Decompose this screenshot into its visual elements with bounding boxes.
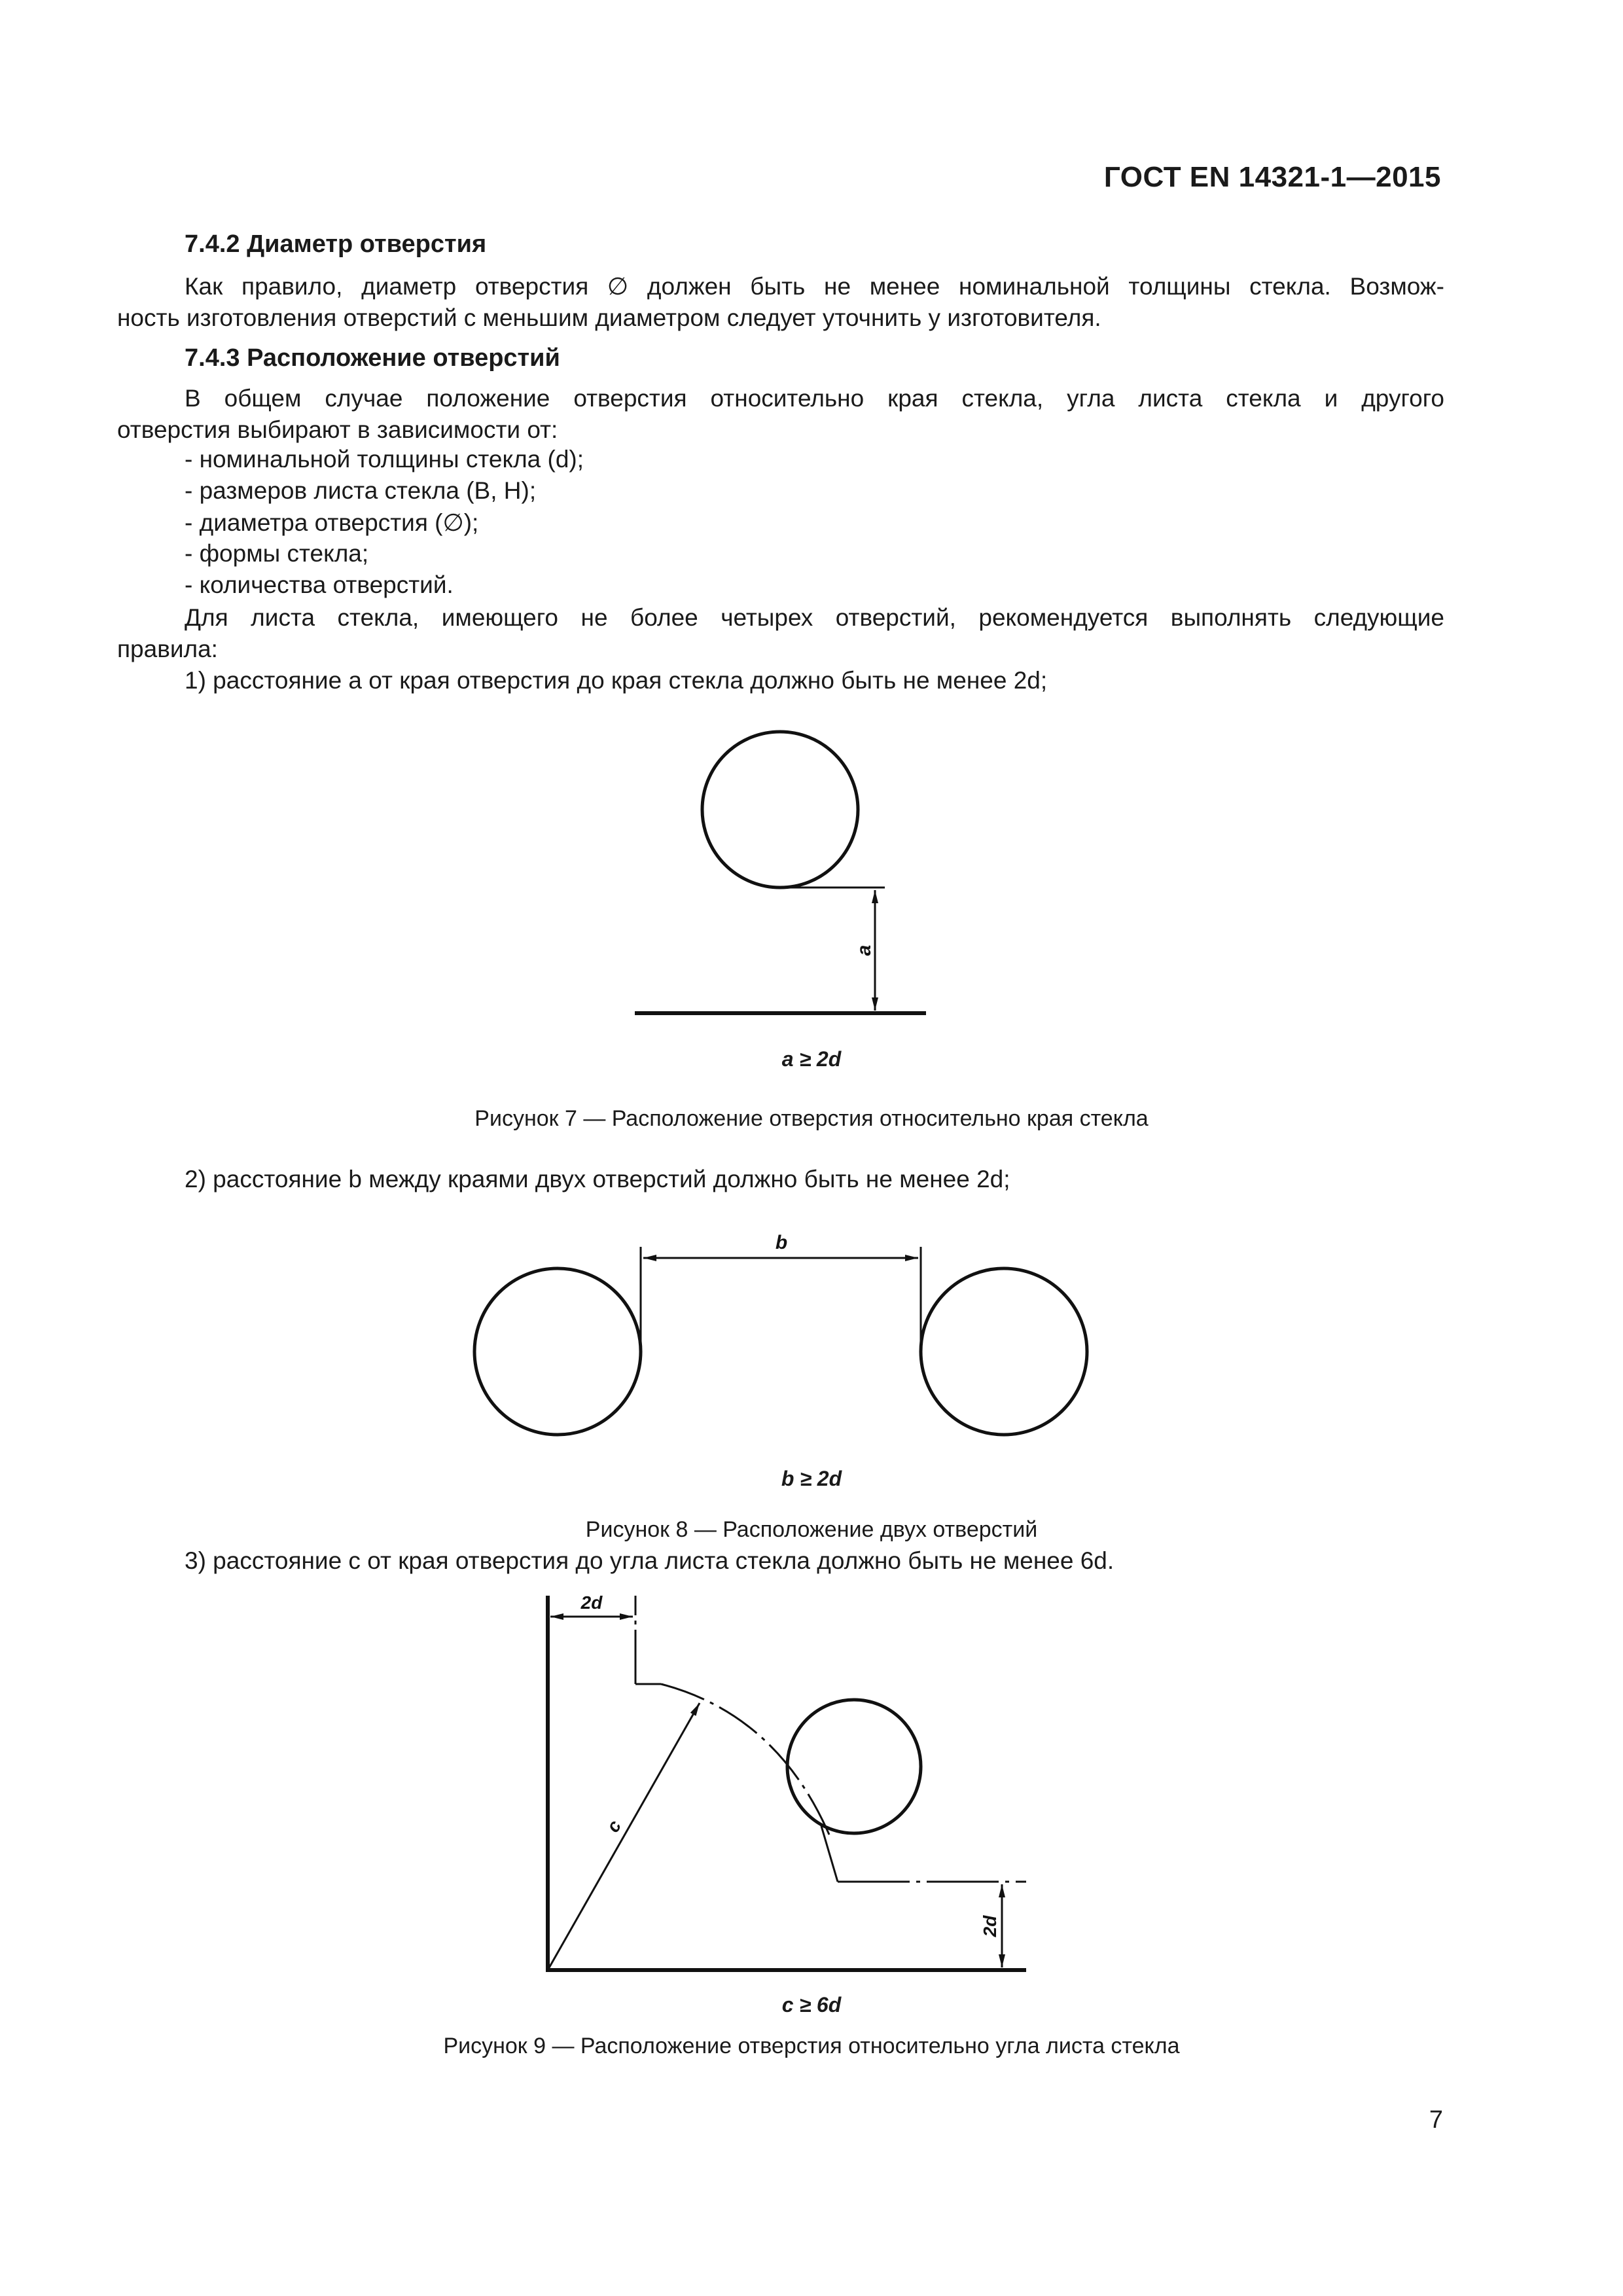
figure-8-caption: Рисунок 8 — Расположение двух отверстий bbox=[585, 1517, 1038, 1542]
figure-8-condition: b ≥ 2d bbox=[781, 1467, 842, 1490]
figure-9-drawing bbox=[0, 1584, 1623, 2003]
list-item: - размеров листа стекла (B, H); bbox=[185, 477, 537, 504]
sec743-intro-2: отверстия выбирают в зависимости от: bbox=[117, 416, 558, 443]
zone-boundary-arc bbox=[661, 1684, 831, 1839]
section-7-4-2-title: 7.4.2 Диаметр отверстия bbox=[185, 230, 487, 258]
figure-7-caption: Рисунок 7 — Расположение отверстия относительно края стекла bbox=[474, 1106, 1149, 1131]
figure-9-condition: c ≥ 6d bbox=[781, 1993, 842, 2017]
sec742-line-2: ность изготовления отверстий с меньшим диаметром следует уточнить у изготовителя. bbox=[117, 304, 1101, 331]
dimension-label-2d-top: 2d bbox=[580, 1592, 603, 1613]
figure-7-drawing bbox=[0, 707, 1623, 1047]
hole-circle bbox=[702, 732, 858, 888]
dimension-label-a: a bbox=[853, 944, 875, 956]
page-number: 7 bbox=[1429, 2106, 1443, 2134]
figure-8-drawing bbox=[0, 1217, 1623, 1453]
rule-1: 1) расстояние a от края отверстия до края стекла должно быть не менее 2d; bbox=[185, 667, 1048, 694]
sec742-line-1: Как правило, диаметр отверстия ∅ должен быть не менее номинальной толщины стекла. Возмож- bbox=[185, 273, 1444, 300]
hole-circle-right bbox=[921, 1268, 1087, 1435]
rule-3: 3) расстояние c от края отверстия до угла листа стекла должно быть не менее 6d. bbox=[185, 1547, 1115, 1574]
sec743-rules-1: Для листа стекла, имеющего не более четырех отверстий, рекомендуется выполнять следующие bbox=[185, 604, 1444, 631]
dimension-label-c: c bbox=[602, 1816, 626, 1836]
rule-2: 2) расстояние b между краями двух отверстий должно быть не менее 2d; bbox=[185, 1166, 1010, 1193]
list-item: - диаметра отверстия (∅); bbox=[185, 509, 479, 536]
hole-circle bbox=[787, 1700, 921, 1833]
sec743-intro-1: В общем случае положение отверстия относительно края стекла, угла листа стекла и другого bbox=[185, 385, 1444, 412]
figure-9-caption: Рисунок 9 — Расположение отверстия относительно угла листа стекла bbox=[443, 2034, 1180, 2058]
sec743-rules-2: правила: bbox=[117, 636, 218, 662]
section-7-4-3-title: 7.4.3 Расположение отверстий bbox=[185, 344, 560, 372]
dimension-label-b: b bbox=[775, 1232, 788, 1253]
dimension-line-c bbox=[548, 1703, 700, 1970]
dimension-label-2d-right: 2d bbox=[980, 1915, 1000, 1937]
hole-circle-left bbox=[474, 1268, 641, 1435]
standard-code: ГОСТ EN 14321-1—2015 bbox=[1103, 161, 1441, 193]
list-item: - формы стекла; bbox=[185, 540, 369, 567]
figure-7-condition: a ≥ 2d bbox=[781, 1047, 842, 1071]
list-item: - количества отверстий. bbox=[185, 571, 454, 598]
list-item: - номинальной толщины стекла (d); bbox=[185, 446, 584, 473]
